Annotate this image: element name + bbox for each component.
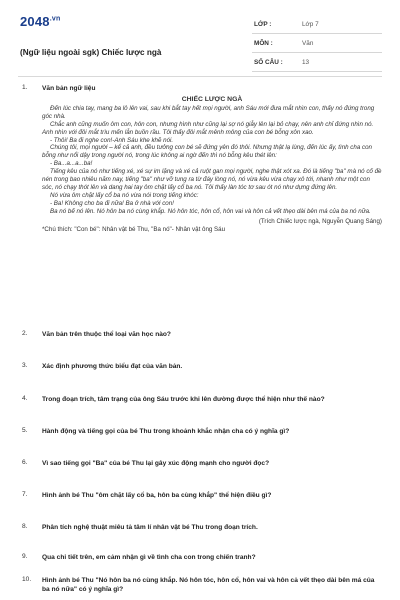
question-text: Hình ảnh bé Thu "Nó hôn ba nó cùng khắp. Nó hôn tóc, hôn cổ, hôn vai và hôn cả vết thẹo dài bên má của ba nó nữa" có ý nghĩa gì? — [42, 577, 375, 593]
meta-row-grade — [252, 18, 382, 34]
meta-label: LỚP : — [254, 21, 272, 28]
question-text: Phân tích nghệ thuật miêu tả tâm lí nhân vật bé Thu trong đoạn trích. — [42, 524, 258, 531]
worksheet-header — [20, 14, 380, 70]
question-number: 1. — [22, 84, 28, 91]
meta-label: MÔN : — [254, 40, 273, 47]
question-number: 5. — [22, 427, 28, 434]
question-number: 7. — [22, 491, 28, 498]
meta-row-subject — [252, 37, 382, 53]
question-text: Qua chi tiết trên, em cảm nhận gì về tình cha con trong chiến tranh? — [42, 554, 256, 561]
question-number: 2. — [22, 330, 28, 337]
question-text: Hành động và tiếng gọi của bé Thu trong khoảnh khắc nhận cha có ý nghĩa gì? — [42, 428, 290, 435]
question-number: 9. — [22, 553, 28, 560]
reading-passage — [42, 96, 382, 233]
question-text: Hình ảnh bé Thu "ôm chặt lấy cổ ba, hôn ba cùng khắp" thể hiện điều gì? — [42, 492, 272, 499]
meta-value: Văn — [302, 40, 314, 47]
meta-table — [252, 18, 382, 75]
passage-paragraph: - Thôi! Ba đi nghe con!-Anh Sáu khe khẽ nói. — [50, 136, 174, 144]
passage-paragraph: - Ba! Không cho ba đi nữa! Ba ở nhà với con! — [50, 199, 174, 207]
section-heading: Văn bản ngữ liệu — [42, 85, 96, 92]
question-number: 3. — [22, 362, 28, 369]
question-text: Vì sao tiếng gọi "Ba" của bé Thu lại gây xúc động mạnh cho người đọc? — [42, 460, 270, 467]
passage-paragraph: - Ba...a...a...ba! — [50, 160, 93, 168]
question-number: 6. — [22, 459, 28, 466]
passage-source: (Trích Chiếc lược ngà, Nguyễn Quang Sáng) — [258, 217, 382, 225]
question-number: 8. — [22, 523, 28, 530]
passage-note: *Chú thích: "Con bé": Nhân vật bé Thu, "Ba nó"- Nhân vật ông Sáu — [42, 225, 226, 233]
header-divider — [18, 76, 382, 77]
meta-value: Lớp 7 — [302, 21, 319, 28]
question-number: 4. — [22, 395, 28, 402]
passage-paragraph: Chúng tôi, mọi người – kể cả anh, đều tưởng con bé sẽ đứng yên đó thôi. Nhưng thật lạ lùng, đến lúc ấy, tình cha con bỗng như nổi dậy trong người nó, trong lúc không ai ngờ đến thì nó bỗng kêu thét lên: — [42, 144, 372, 160]
passage-paragraph: Đến lúc chia tay, mang ba lô lên vai, sau khi bắt tay hết mọi người, anh Sáu mới đưa mắt nhìn con, thấy nó đứng trong góc nhà. — [42, 104, 375, 120]
question-number: 10. — [22, 576, 32, 583]
question-text: Trong đoạn trích, tâm trạng của ông Sáu trước khi lên đường được thể hiện như thế nào? — [42, 396, 325, 403]
passage-paragraph: Ba nó bế nó lên. Nó hôn ba nó cùng khắp. Nó hôn tóc, hôn cổ, hôn vai và hôn cả vết thẹo dài bên má của ba nó nữa. — [50, 207, 371, 215]
passage-title: CHIẾC LƯỢC NGÀ — [181, 96, 243, 103]
meta-row-question-count — [252, 56, 382, 72]
question-text: Văn bản trên thuộc thể loại văn học nào? — [42, 331, 171, 338]
document-title: (Ngữ liệu ngoài sgk) Chiếc lược ngà — [20, 48, 162, 57]
question-text: Xác định phương thức biểu đạt của văn bản. — [42, 363, 183, 370]
meta-value: 13 — [302, 59, 310, 66]
passage-paragraph: Chắc anh cũng muốn ôm con, hôn con, nhưng hình như cũng lại sợ nó giẫy lên lại bỏ chạy, nên anh chỉ đứng nhìn nó. Anh nhìn với đôi mắt trìu mến lẫn buồn rầu. Tôi thấy đôi mắt mênh mông của con bé bỗng xôn xao. — [42, 120, 374, 136]
meta-label: SỐ CÂU : — [254, 59, 283, 66]
passage-paragraph: Nó vừa ôm chặt lấy cổ ba nó vừa nói trong tiếng khóc: — [50, 191, 199, 199]
passage-paragraph: Tiếng kêu của nó như tiếng xé, xé sự im lặng và xé cả ruột gan mọi người, nghe thật xót xa. Đó là tiếng "ba" mà nó cố đè nén trong bao nhiêu năm nay, tiếng "ba" như vỡ tung ra từ đáy lòng nó, nó vừa kêu vừa chạy xô tới, nhanh như một con sóc, nó chạy thót lên và dang hai tay ôm chặt lấy cổ ba nó. Tôi thấy làn tóc tơ sau ót nó như dựng đứng lên. — [42, 168, 382, 191]
site-logo[interactable]: $2048^{.vn}$ — [20, 14, 61, 29]
